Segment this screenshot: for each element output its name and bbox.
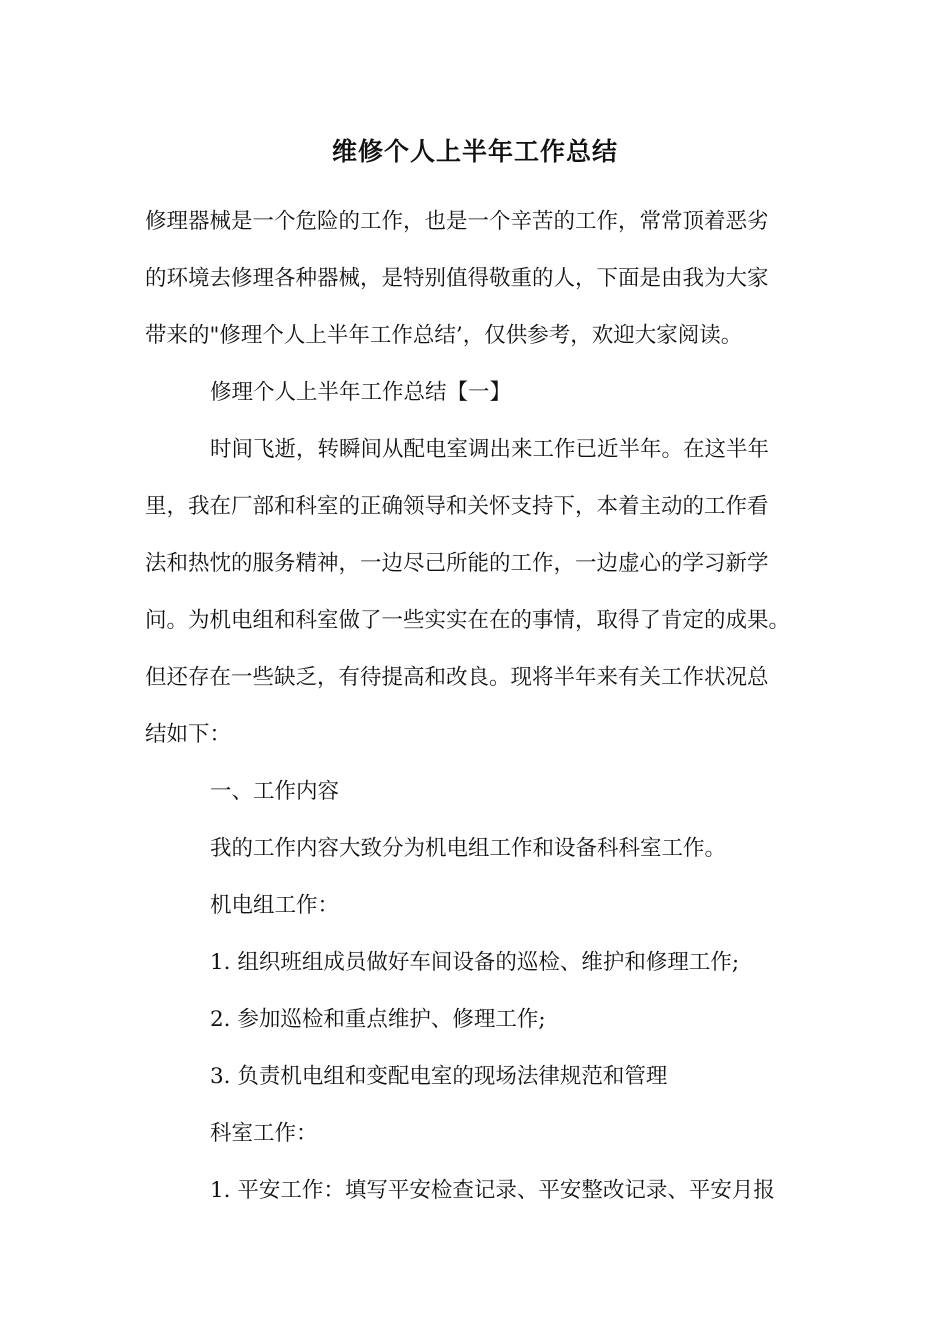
body-line-3: 法和热忱的服务精神，一边尽己所能的工作，一边虚心的学习新学	[145, 551, 769, 576]
intro-line-1: 修理器械是一个危险的工作，也是一个辛苦的工作，常常顶着恶劣	[145, 209, 769, 234]
body-line-6: 结如下：	[145, 722, 232, 747]
office-work-heading: 科室工作：	[210, 1121, 318, 1146]
list-item-1: 1. 组织班组成员做好车间设备的巡检、维护和修理工作;	[210, 950, 740, 975]
mechanical-group-heading: 机电组工作：	[210, 893, 340, 918]
work-content-summary: 我的工作内容大致分为机电组工作和设备科科室工作。	[210, 836, 727, 861]
document-title: 维修个人上半年工作总结	[331, 137, 618, 166]
body-line-4: 问。为机电组和科室做了一些实实在在的事情，取得了肯定的成果。	[145, 608, 791, 633]
list-item-2: 2. 参加巡检和重点维护、修理工作;	[210, 1007, 546, 1032]
subheading-work-content: 一、工作内容	[210, 779, 340, 804]
list-item-3: 3. 负责机电组和变配电室的现场法律规范和管理	[210, 1064, 668, 1089]
intro-line-3: 带来的"修理个人上半年工作总结’，仅供参考，欢迎大家阅读。	[145, 323, 743, 348]
section-heading: 修理个人上半年工作总结【一】	[210, 380, 512, 405]
office-list-item-1: 1. 平安工作：填写平安检查记录、平安整改记录、平安月报	[210, 1178, 775, 1203]
body-line-2: 里，我在厂部和科室的正确领导和关怀支持下，本着主动的工作看	[145, 494, 769, 519]
body-line-5: 但还存在一些缺乏，有待提高和改良。现将半年来有关工作状况总	[145, 665, 769, 690]
body-line-1: 时间飞逝，转瞬间从配电室调出来工作已近半年。在这半年	[210, 437, 770, 462]
intro-line-2: 的环境去修理各种器械，是特别值得敬重的人，下面是由我为大家	[145, 266, 769, 291]
